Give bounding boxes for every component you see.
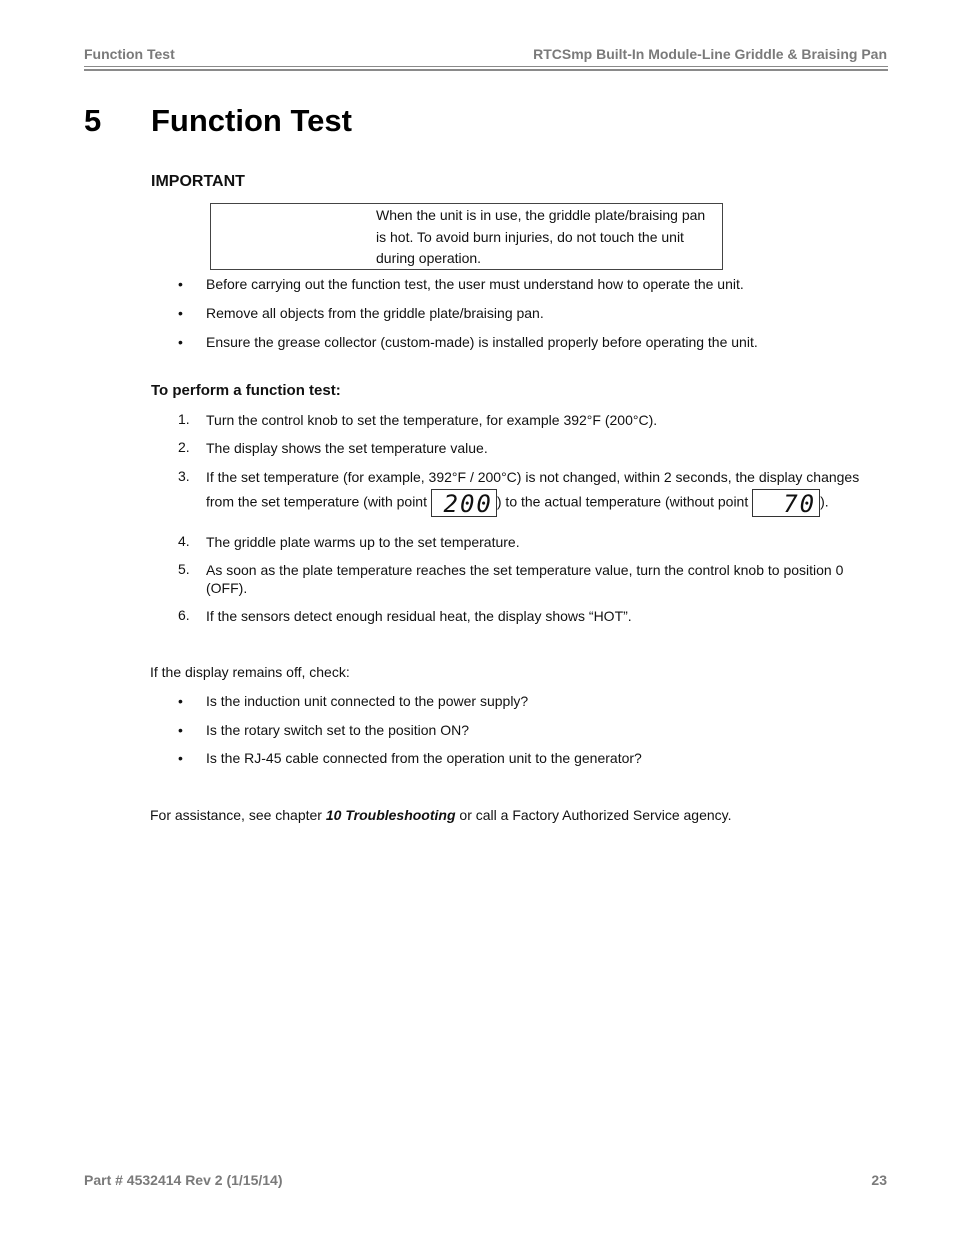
important-label: IMPORTANT bbox=[151, 173, 245, 190]
footer-part-number: Part # 4532414 Rev 2 (1/15/14) bbox=[84, 1172, 283, 1188]
step-2: The display shows the set temperature value. bbox=[206, 440, 488, 456]
check-bullet-1: Is the induction unit connected to the power supply? bbox=[206, 693, 529, 709]
troubleshooting-chapter-link[interactable]: 10 Troubleshooting bbox=[325, 807, 456, 823]
step-6: If the sensors detect enough residual heat, the display shows “HOT”. bbox=[206, 608, 632, 624]
header-rule-thick bbox=[84, 69, 888, 71]
step-3-line1: If the set temperature (for example, 392°F / 200°C) is not changed, within 2 seconds, the display changes bbox=[206, 469, 860, 485]
step-3-text-a: from the set temperature (with point bbox=[206, 493, 431, 510]
warning-text: When the unit is in use, the griddle plate/braising pan is hot. To avoid burn injuries, do not touch the unit during operation. bbox=[376, 207, 706, 266]
assistance-text-after: or call a Factory Authorized Service agency. bbox=[455, 807, 732, 823]
header-rule bbox=[84, 66, 888, 67]
assistance-text-before: For assistance, see chapter bbox=[150, 807, 326, 823]
check-intro: If the display remains off, check: bbox=[150, 664, 350, 680]
bullet-dot: • bbox=[178, 334, 183, 350]
bullet-dot: • bbox=[178, 750, 183, 766]
warning-box bbox=[210, 203, 723, 270]
step-3-text-b: ) to the actual temperature (without point bbox=[496, 493, 753, 510]
running-header-left: Function Test bbox=[84, 46, 175, 62]
step-number: 6. bbox=[178, 607, 190, 623]
step-number: 4. bbox=[178, 533, 190, 549]
step-1: Turn the control knob to set the temperature, for example 392°F (200°C). bbox=[206, 412, 658, 428]
actual-temperature-display-icon: 70 bbox=[752, 489, 820, 517]
bullet-dot: • bbox=[178, 276, 183, 292]
assistance-paragraph bbox=[150, 807, 732, 823]
step-number: 3. bbox=[178, 468, 190, 484]
check-bullet-2: Is the rotary switch set to the position ON? bbox=[206, 722, 470, 738]
step-3-line2 bbox=[206, 489, 888, 517]
bullet-dot: • bbox=[178, 722, 183, 738]
running-header-right: RTCSmp Built-In Module-Line Griddle & Braising Pan bbox=[533, 46, 887, 62]
procedure-heading: To perform a function test: bbox=[151, 382, 341, 399]
step-number: 1. bbox=[178, 411, 190, 427]
step-4: The griddle plate warms up to the set temperature. bbox=[206, 534, 520, 550]
step-number: 2. bbox=[178, 439, 190, 455]
step-number: 5. bbox=[178, 561, 190, 577]
set-temperature-display-icon: 200 bbox=[431, 489, 497, 517]
check-bullet-3: Is the RJ-45 cable connected from the operation unit to the generator? bbox=[206, 750, 642, 766]
chapter-number: 5 bbox=[84, 103, 102, 138]
pre-bullet-3: Ensure the grease collector (custom-made) is installed properly before operating the unit. bbox=[206, 334, 758, 350]
step-3-text-c: ). bbox=[820, 493, 829, 510]
step-5: As soon as the plate temperature reaches the set temperature value, turn the control knob to position 0 (OFF). bbox=[206, 562, 844, 596]
bullet-dot: • bbox=[178, 305, 183, 321]
bullet-dot: • bbox=[178, 693, 183, 709]
pre-bullet-2: Remove all objects from the griddle plate/braising pan. bbox=[206, 305, 544, 321]
chapter-title: Function Test bbox=[151, 103, 352, 138]
pre-bullet-1: Before carrying out the function test, the user must understand how to operate the unit. bbox=[206, 276, 744, 292]
page-number: 23 bbox=[871, 1172, 887, 1188]
